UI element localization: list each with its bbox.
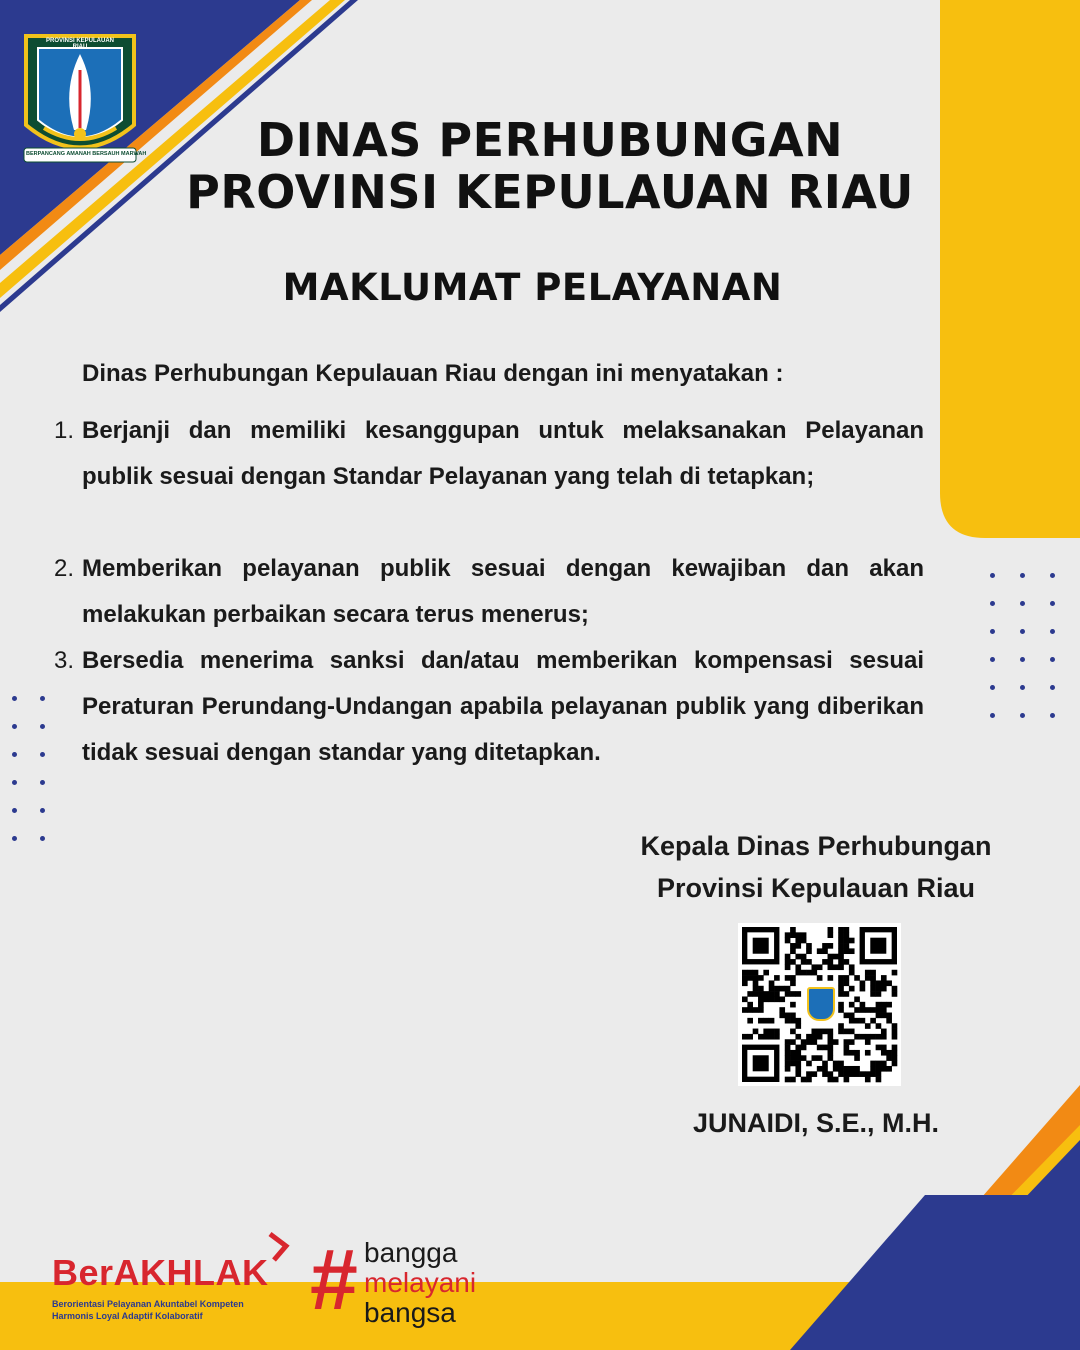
dot	[1020, 573, 1025, 578]
signatory-title-line2: Provinsi Kepulauan Riau	[656, 873, 976, 903]
tagline-line3: bangsa	[364, 1297, 456, 1328]
item-text: Bersedia menerima sanksi dan/atau memberikan kompensasi sesuai Peraturan Perundang-Undangan apabila pelayanan publik yang diberikan tidak sesuai dengan standar yang ditetapkan.	[82, 647, 924, 766]
emblem-logo	[18, 30, 147, 170]
dot	[1020, 629, 1025, 634]
dot	[40, 752, 45, 757]
organization-name-line2: PROVINSI KEPULAUAN RIAU	[186, 165, 914, 219]
hashtag-icon: #	[310, 1232, 358, 1328]
dot	[1050, 685, 1055, 690]
tagline-line2: melayani	[364, 1267, 477, 1298]
dot	[12, 752, 17, 757]
dot	[40, 696, 45, 701]
berakhlak-logo	[52, 1232, 292, 1324]
dot-pattern-left	[12, 696, 45, 841]
dot	[1020, 685, 1025, 690]
qr-emblem-icon	[807, 987, 835, 1021]
emblem-ring-text: PROVINSI KEPULAUAN RIAU	[45, 38, 114, 50]
dot	[12, 836, 17, 841]
statement-item-2	[54, 546, 924, 638]
item-text: Berjanji dan memiliki kesanggupan untuk melaksanakan Pelayanan publik sesuai dengan Standar Pelayanan yang telah di tetapkan;	[82, 417, 924, 490]
dot-pattern-right	[990, 573, 1055, 718]
dot	[1050, 629, 1055, 634]
dot	[12, 724, 17, 729]
item-number: 1.	[54, 417, 75, 444]
berakhlak-subtitle-2: Harmonis Loyal Adaptif Kolaboratif	[52, 1311, 203, 1321]
dot	[40, 724, 45, 729]
chevron-icon	[252, 1232, 292, 1262]
dot	[12, 780, 17, 785]
dot	[40, 836, 45, 841]
dot	[1050, 713, 1055, 718]
dot	[1020, 657, 1025, 662]
dot	[990, 573, 995, 578]
intro-statement: Dinas Perhubungan Kepulauan Riau dengan ini menyatakan :	[82, 360, 784, 387]
dot	[1050, 657, 1055, 662]
tagline-line1: bangga	[364, 1237, 458, 1268]
dot	[1050, 573, 1055, 578]
dot	[990, 601, 995, 606]
dot	[40, 780, 45, 785]
dot	[1050, 601, 1055, 606]
emblem-motto: BERPANCANG AMANAH BERSAUH MARWAH	[26, 151, 147, 157]
berakhlak-subtitle-1: Berorientasi Pelayanan Akuntabel Kompeten	[52, 1299, 244, 1309]
berakhlak-wordmark: BerAKHLAK	[52, 1252, 269, 1293]
dot	[990, 657, 995, 662]
dot	[1020, 601, 1025, 606]
dot	[12, 696, 17, 701]
statement-item-1	[54, 408, 924, 500]
statement-item-3	[54, 638, 924, 776]
dot	[990, 713, 995, 718]
dot	[40, 808, 45, 813]
signatory-name: JUNAIDI, S.E., M.H.	[692, 1108, 940, 1138]
dot	[12, 808, 17, 813]
item-number: 3.	[54, 647, 75, 674]
document-title: MAKLUMAT PELAYANAN	[282, 266, 783, 309]
signature-qr-code	[738, 923, 901, 1086]
dot	[990, 629, 995, 634]
organization-name-line1: DINAS PERHUBUNGAN	[256, 113, 844, 167]
dot	[990, 685, 995, 690]
dot	[1020, 713, 1025, 718]
item-number: 2.	[54, 555, 75, 582]
signatory-title-line1: Kepala Dinas Perhubungan	[640, 831, 992, 861]
bangga-melayani-bangsa-logo	[310, 1232, 510, 1334]
item-text: Memberikan pelayanan publik sesuai dengan kewajiban dan akan melakukan perbaikan secara terus menerus;	[82, 555, 924, 628]
